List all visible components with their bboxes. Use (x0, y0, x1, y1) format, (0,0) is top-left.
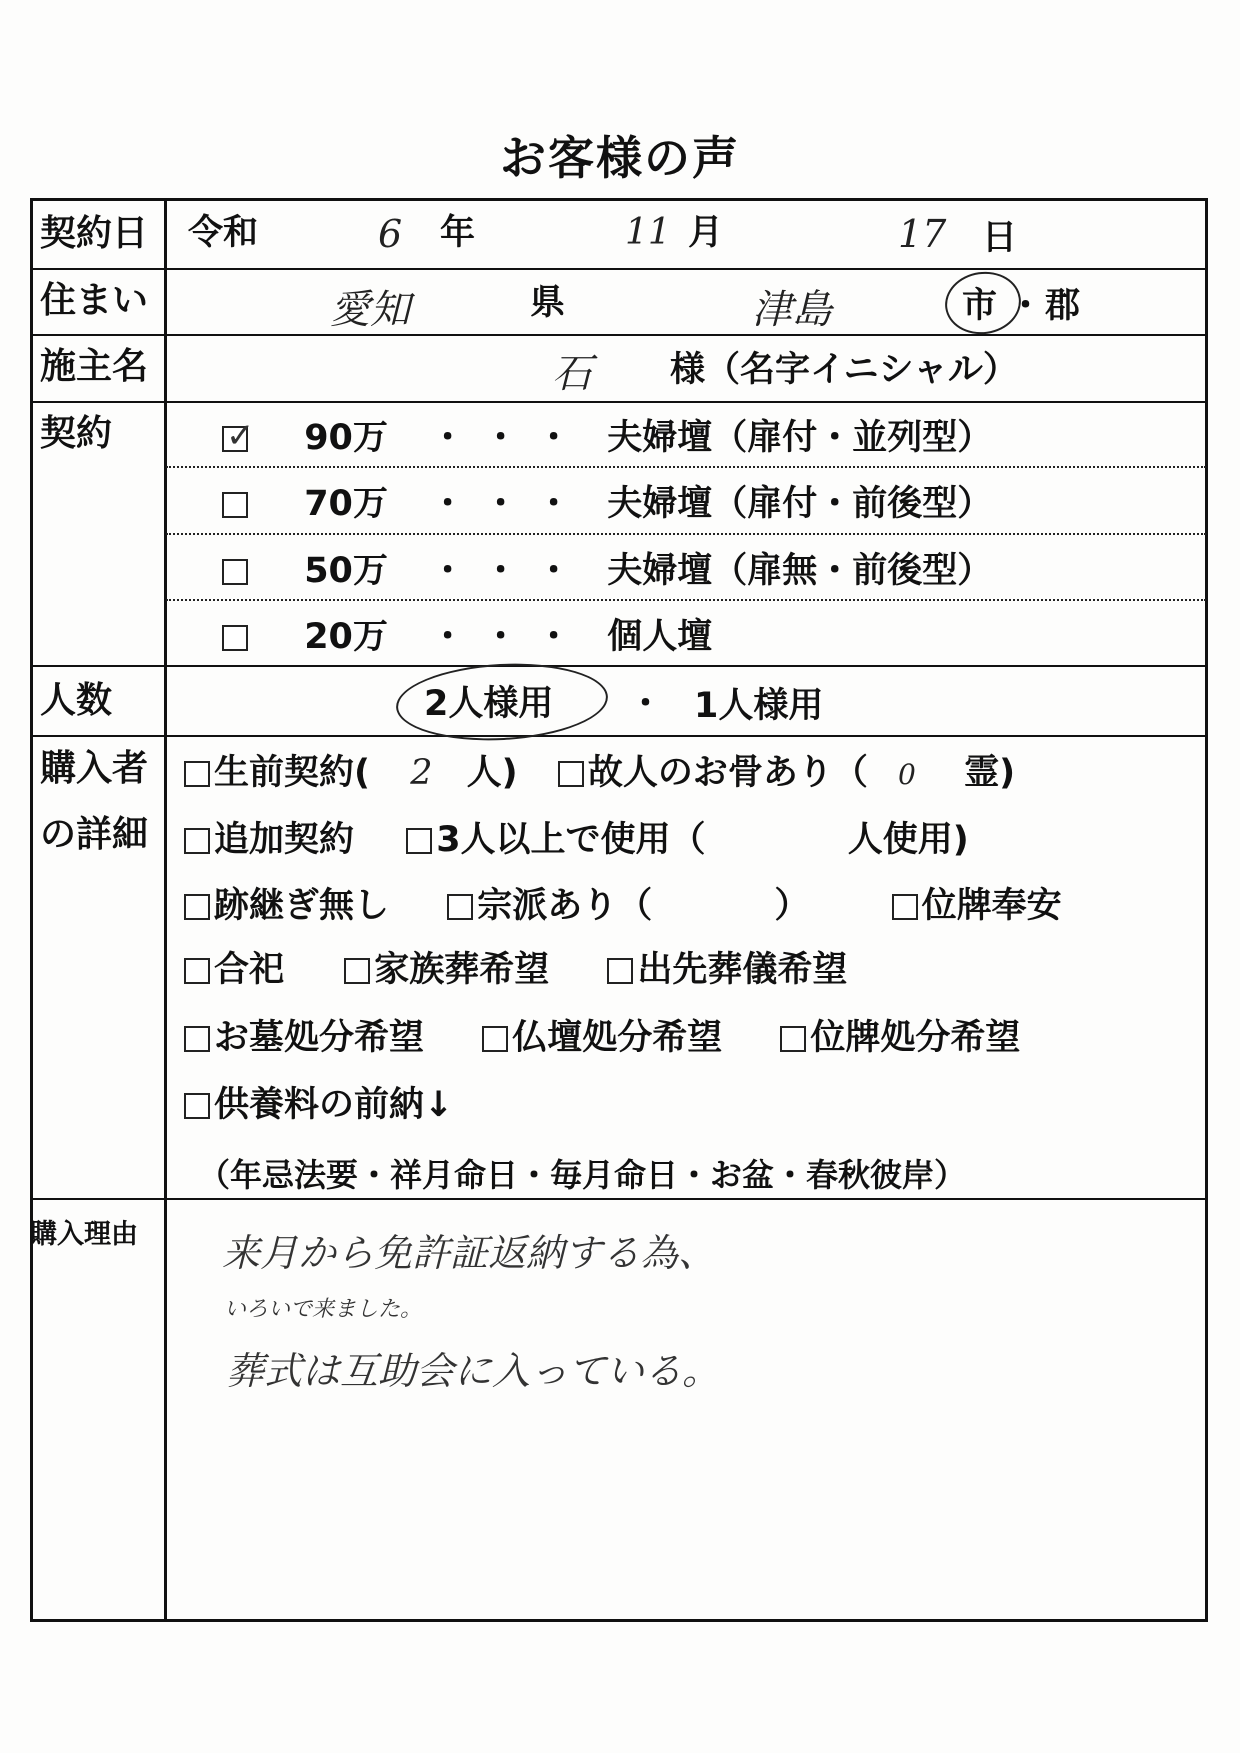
pre-contract-unit: 人) (466, 753, 518, 793)
reason-line-1[interactable]: 来月から免許証返納する為、 (222, 1231, 717, 1275)
row-divider (30, 735, 1208, 737)
client-name-label: 施主名 (40, 346, 149, 387)
no-successor-label: 跡継ぎ無し (214, 886, 390, 926)
family-funeral-checkbox[interactable] (344, 958, 370, 984)
year-label: 年 (440, 213, 476, 253)
three-or-more-label: 3人以上で使用（ (436, 820, 706, 860)
details-line-2 (184, 812, 969, 862)
prefecture-label: 県 (530, 283, 566, 323)
grave-disposal-label: お墓処分希望 (214, 1018, 425, 1058)
row-divider (30, 401, 1208, 403)
deceased-remains-label: 故人のお骨あり（ (587, 753, 868, 793)
details-line-5 (184, 1010, 1020, 1060)
contract-dots: ・・・ (430, 617, 590, 657)
day-label: 日 (982, 218, 1018, 258)
day-value[interactable]: 17 (898, 212, 947, 256)
month-label: 月 (688, 213, 724, 253)
year-value[interactable]: 6 (378, 212, 403, 256)
district-label: 郡 (1045, 286, 1081, 326)
additional-contract-label: 追加契約 (214, 820, 355, 860)
option-divider (166, 533, 1206, 535)
joint-burial-checkbox[interactable] (184, 958, 210, 984)
city-label: 市 (962, 286, 998, 326)
remains-unit: 霊) (964, 753, 1016, 793)
city-value[interactable]: 津島 (752, 287, 832, 333)
people-option-one[interactable]: 1人様用 (694, 686, 824, 726)
contract-option-50[interactable] (222, 543, 992, 593)
tablet-disposal-checkbox[interactable] (780, 1026, 806, 1052)
sect-close: ） (774, 886, 810, 926)
client-initial[interactable]: 石 (552, 351, 592, 397)
joint-burial-label: 合祀 (214, 950, 285, 990)
checkbox[interactable] (222, 625, 248, 651)
details-line-1 (184, 745, 1015, 795)
reason-line-3[interactable]: 葬式は互助会に入っている。 (226, 1349, 721, 1393)
check-mark-icon: ✓ (226, 416, 255, 456)
row-divider (30, 334, 1208, 336)
deceased-remains-checkbox[interactable] (558, 761, 584, 787)
contract-desc: 個人壇 (607, 617, 713, 657)
contract-option-70[interactable] (222, 476, 992, 526)
option-divider (166, 599, 1206, 601)
remains-count[interactable]: 0 (898, 758, 916, 791)
contract-dots: ・・・ (430, 484, 590, 524)
row-divider (30, 665, 1208, 667)
contract-option-90[interactable] (222, 410, 992, 460)
memorial-tablet-label: 位牌奉安 (921, 886, 1062, 926)
contract-desc: 夫婦壇（扉無・前後型） (607, 551, 993, 591)
altar-disposal-checkbox[interactable] (482, 1026, 508, 1052)
contract-price: 70万 (304, 484, 388, 524)
prefecture-value[interactable]: 愛知 (330, 287, 410, 333)
contract-dots: ・・・ (430, 418, 590, 458)
offering-prepay-label: 供養料の前納↓ (214, 1085, 454, 1125)
contract-desc: 夫婦壇（扉付・並列型） (607, 418, 993, 458)
pre-contract-checkbox[interactable] (184, 761, 210, 787)
people-option-two[interactable]: 2人様用 (424, 684, 554, 724)
grave-disposal-checkbox[interactable] (184, 1026, 210, 1052)
contract-label: 契約 (40, 413, 113, 454)
people-separator: ・ (628, 684, 664, 724)
address-separator: ・ (1008, 286, 1044, 326)
contract-option-20[interactable] (222, 609, 712, 659)
onsite-funeral-checkbox[interactable] (607, 958, 633, 984)
address-label: 住まい (40, 280, 149, 321)
checkbox[interactable] (222, 492, 248, 518)
people-use-label: 人使用) (847, 820, 969, 860)
sect-checkbox[interactable] (447, 894, 473, 920)
era-name: 令和 (188, 213, 259, 253)
contract-desc: 夫婦壇（扉付・前後型） (607, 484, 993, 524)
offering-prepay-checkbox[interactable] (184, 1093, 210, 1119)
three-or-more-checkbox[interactable] (406, 828, 432, 854)
memorial-tablet-checkbox[interactable] (892, 894, 918, 920)
page-title: お客様の声 (500, 131, 740, 185)
contract-price: 50万 (304, 551, 388, 591)
contract-price: 20万 (304, 617, 388, 657)
reason-line-2[interactable]: いろいで来ました。 (224, 1297, 423, 1322)
contract-price: 90万 (304, 418, 388, 458)
buyer-details-label-2: の詳細 (40, 814, 149, 855)
row-divider (30, 1198, 1208, 1200)
row-divider (30, 268, 1208, 270)
pre-contract-count[interactable]: 2 (410, 753, 433, 793)
onsite-funeral-label: 出先葬儀希望 (637, 950, 848, 990)
family-funeral-label: 家族葬希望 (374, 950, 550, 990)
client-suffix: 様（名字イニシャル） (670, 350, 1018, 390)
altar-disposal-label: 仏壇処分希望 (512, 1018, 723, 1058)
contract-date-label: 契約日 (40, 213, 149, 254)
checkbox-checked[interactable] (222, 416, 255, 456)
sect-label: 宗派あり（ (477, 886, 653, 926)
tablet-disposal-label: 位牌処分希望 (810, 1018, 1021, 1058)
details-line-4 (184, 942, 847, 992)
contract-dots: ・・・ (430, 551, 590, 591)
month-value[interactable]: 11 (625, 212, 671, 253)
reason-label: 購入理由 (30, 1219, 138, 1250)
pre-contract-label: 生前契約( (214, 753, 370, 793)
label-column-divider (164, 198, 167, 1622)
details-line-6 (184, 1077, 453, 1127)
buyer-details-label: 購入者 (40, 748, 149, 789)
people-label: 人数 (40, 680, 113, 721)
details-line-3 (184, 878, 1062, 928)
memorial-list: （年忌法要・祥月命日・毎月命日・お盆・春秋彼岸） (198, 1156, 967, 1194)
no-successor-checkbox[interactable] (184, 894, 210, 920)
additional-contract-checkbox[interactable] (184, 828, 210, 854)
checkbox[interactable] (222, 559, 248, 585)
option-divider (166, 466, 1206, 468)
